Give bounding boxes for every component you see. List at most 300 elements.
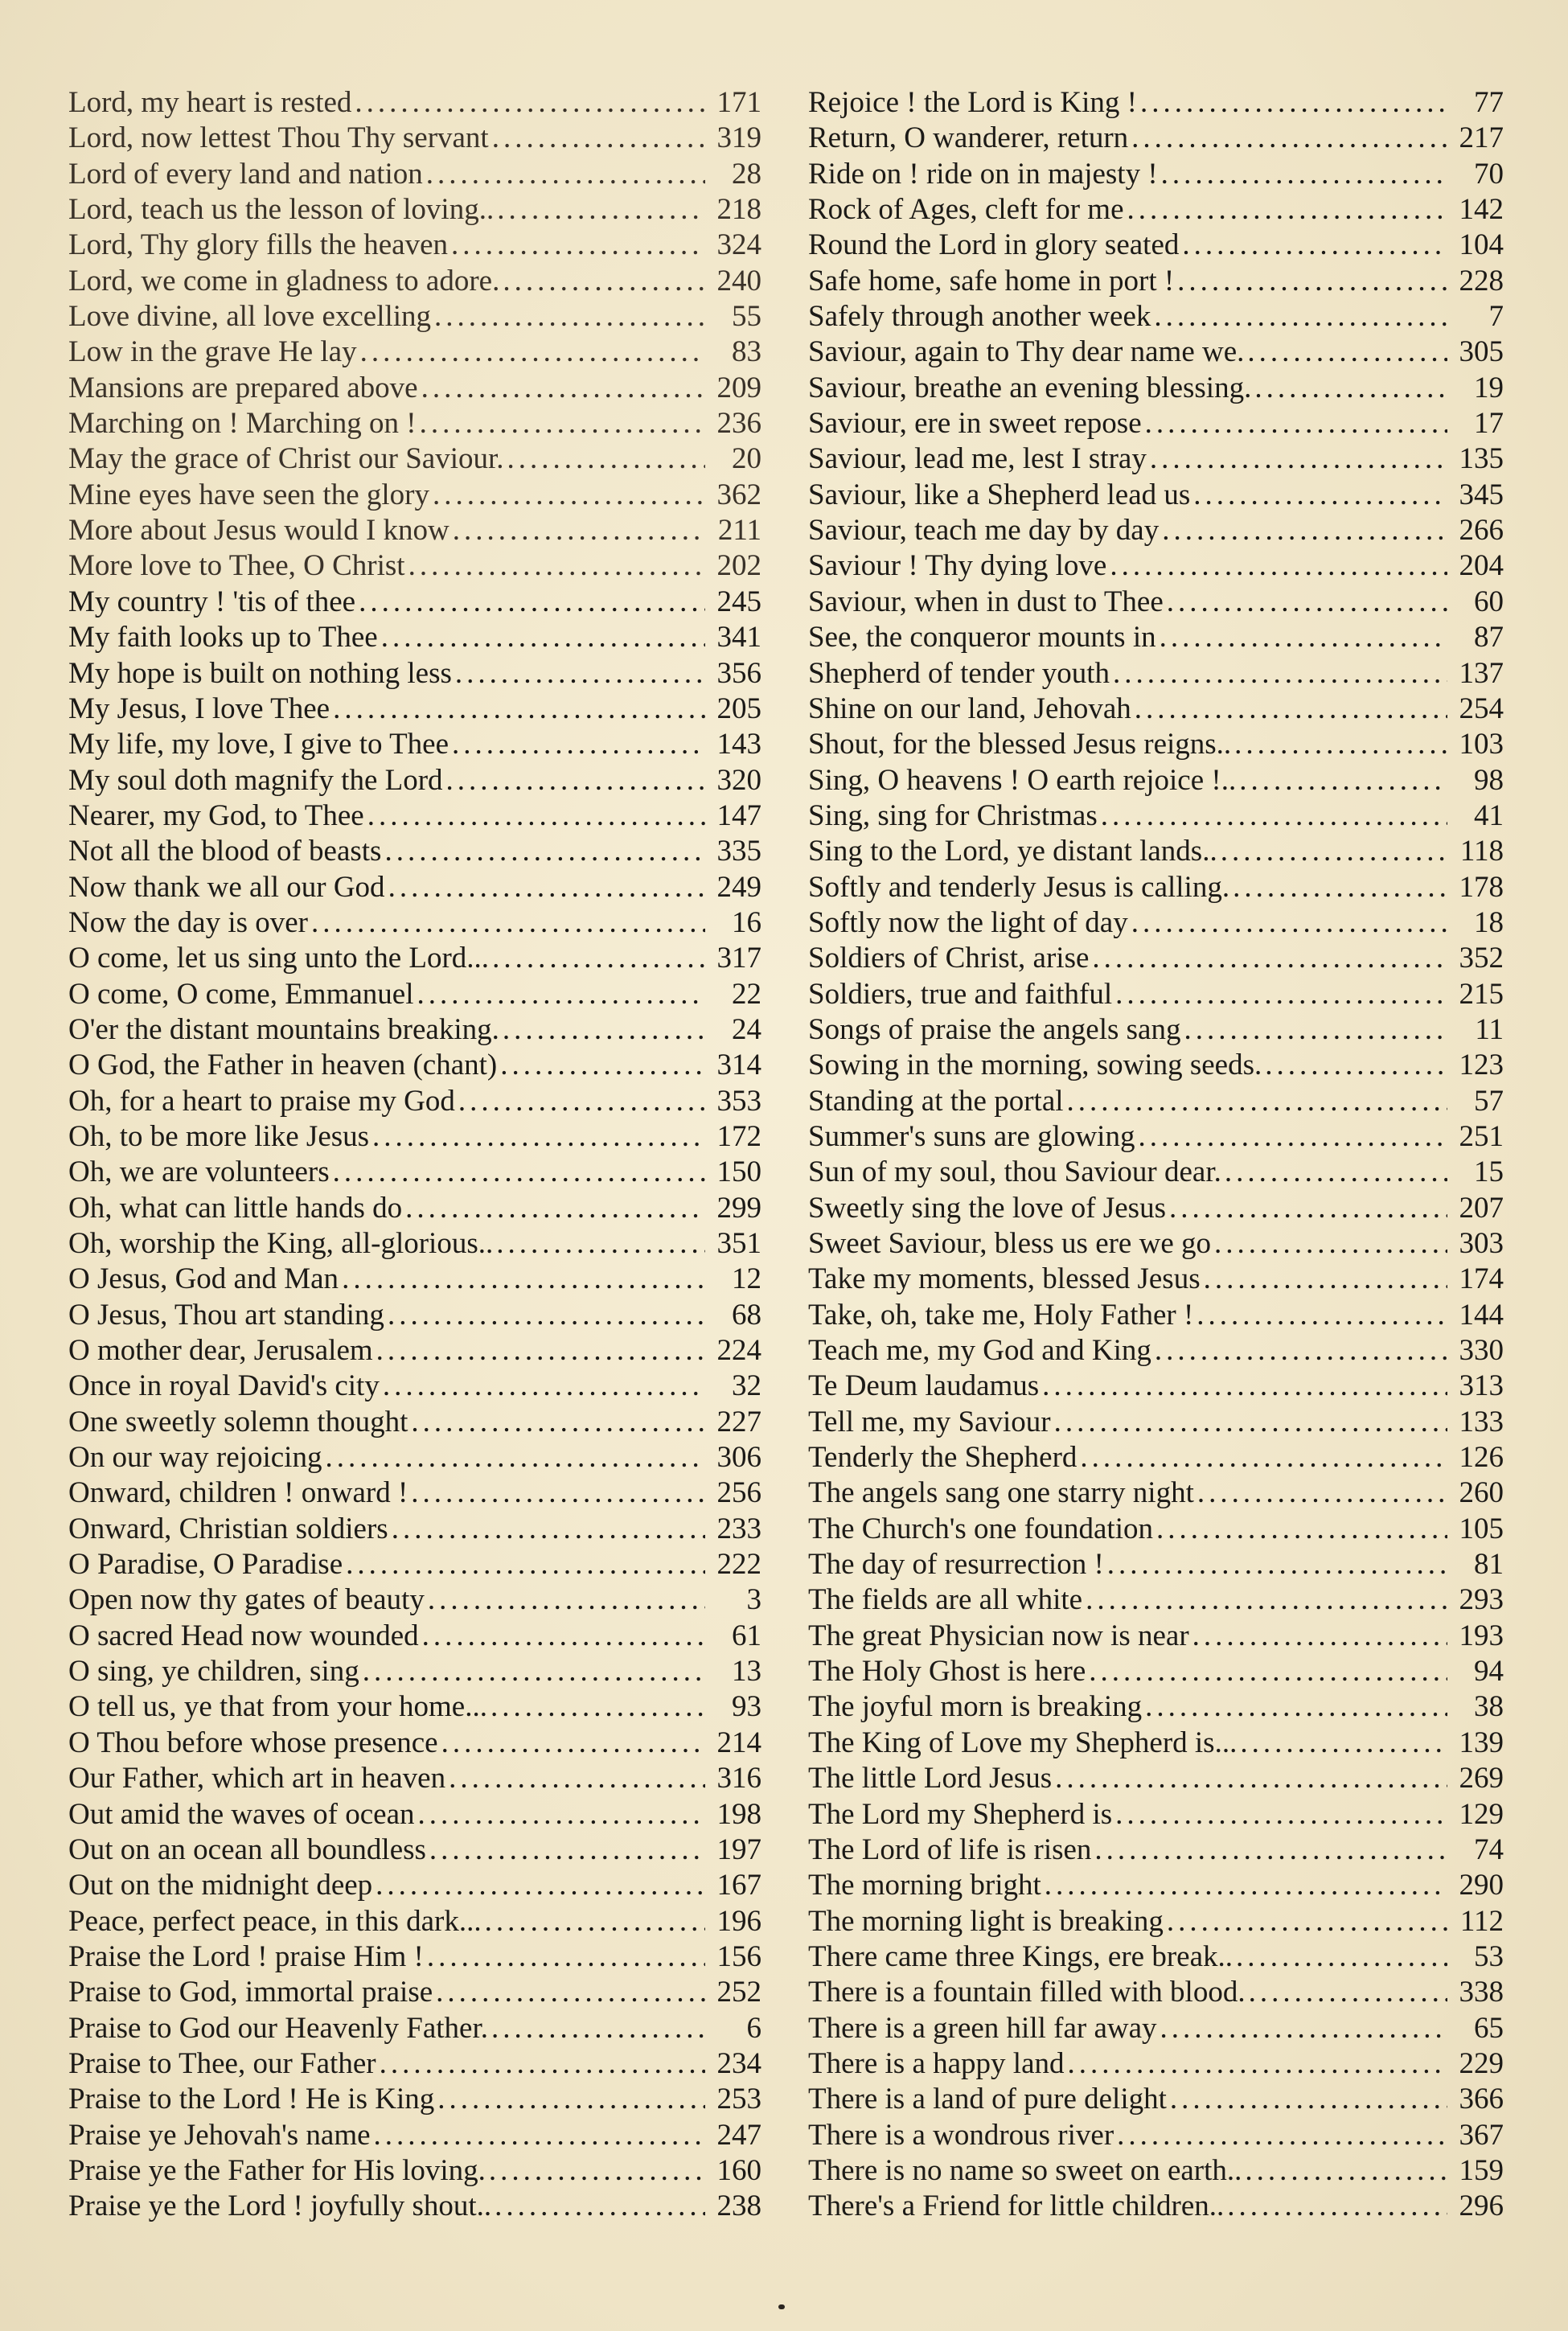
dot-leader xyxy=(359,585,705,620)
hymn-title: Mine eyes have seen the glory xyxy=(68,478,429,511)
hymn-number: 12 xyxy=(732,1262,761,1296)
hymn-title: Once in royal David's city xyxy=(68,1369,380,1403)
index-entry xyxy=(68,1726,761,1761)
hymn-number: 60 xyxy=(1474,585,1504,618)
dot-leader xyxy=(446,763,705,798)
dot-leader xyxy=(1225,1155,1447,1190)
hymn-title: Oh, we are volunteers xyxy=(68,1155,330,1189)
hymn-title: Rock of Ages, cleft for me xyxy=(808,193,1124,227)
hymn-number: 205 xyxy=(716,692,761,725)
right-index-column xyxy=(808,85,1504,2225)
hymn-title: O come, O come, Emmanuel xyxy=(68,977,414,1011)
dot-leader xyxy=(1167,585,1447,620)
dot-leader xyxy=(1160,2011,1447,2046)
index-entry xyxy=(68,1832,761,1868)
index-entry xyxy=(808,299,1504,334)
hymn-number: 296 xyxy=(1459,2189,1504,2223)
hymn-number: 147 xyxy=(716,798,761,832)
hymn-title: My country ! 'tis of thee xyxy=(68,585,356,618)
index-entry xyxy=(808,192,1504,228)
dot-leader xyxy=(1094,1832,1447,1868)
hymn-number: 227 xyxy=(716,1405,761,1438)
dot-leader xyxy=(441,1726,705,1761)
hymn-title: My soul doth magnify the Lord xyxy=(68,763,443,797)
index-entry xyxy=(68,1761,761,1796)
index-entry xyxy=(808,334,1504,370)
index-entry xyxy=(68,2046,761,2082)
index-entry xyxy=(808,941,1504,976)
dot-leader xyxy=(1192,1619,1447,1654)
hymn-title: May the grace of Christ our Saviour. xyxy=(68,442,504,476)
index-entry xyxy=(68,406,761,441)
hymn-title: O Thou before whose presence xyxy=(68,1726,438,1759)
hymn-number: 83 xyxy=(732,335,761,369)
hymn-title: O tell us, ye that from your home... xyxy=(68,1690,487,1724)
index-entry xyxy=(68,905,761,941)
hymn-title: There is no name so sweet on earth.. xyxy=(808,2153,1242,2187)
dot-leader xyxy=(363,1654,705,1689)
hymn-number: 351 xyxy=(716,1227,761,1260)
hymn-title: Standing at the portal xyxy=(808,1084,1064,1118)
index-entry xyxy=(68,1333,761,1369)
dot-leader xyxy=(1154,299,1447,334)
index-entry xyxy=(808,1191,1504,1226)
dot-leader xyxy=(453,513,705,548)
hymn-title: Saviour, again to Thy dear name we. xyxy=(808,335,1245,369)
index-entry xyxy=(808,371,1504,406)
dot-leader xyxy=(325,1440,705,1475)
index-entry xyxy=(808,1761,1504,1796)
hymn-number: 142 xyxy=(1459,193,1504,227)
hymn-title: Summer's suns are glowing xyxy=(808,1119,1135,1153)
dot-leader xyxy=(489,2153,705,2189)
dot-leader xyxy=(388,870,705,905)
hymn-number: 129 xyxy=(1459,1797,1504,1831)
dot-leader xyxy=(436,1975,705,2010)
dot-leader xyxy=(417,977,705,1012)
dot-leader xyxy=(485,1904,705,1939)
hymn-number: 314 xyxy=(716,1049,761,1082)
hymn-title: The Lord of life is risen xyxy=(808,1832,1092,1866)
dot-leader xyxy=(1131,121,1447,156)
hymn-title: Ride on ! ride on in majesty ! xyxy=(808,157,1158,191)
index-entry xyxy=(808,1726,1504,1761)
hymn-number: 77 xyxy=(1474,86,1504,119)
dot-leader xyxy=(426,157,705,192)
dot-leader xyxy=(405,1191,705,1226)
hymn-title: Oh, for a heart to praise my God xyxy=(68,1084,455,1118)
hymn-number: 345 xyxy=(1459,478,1504,511)
hymn-number: 197 xyxy=(716,1832,761,1866)
index-entry xyxy=(68,1084,761,1119)
hymn-title: Lord, now lettest Thou Thy servant xyxy=(68,121,489,155)
hymn-number: 93 xyxy=(732,1690,761,1724)
hymn-title: Saviour, like a Shepherd lead us xyxy=(808,478,1191,511)
hymn-number: 178 xyxy=(1459,870,1504,904)
hymn-title: Te Deum laudamus xyxy=(808,1369,1040,1403)
hymn-number: 234 xyxy=(716,2046,761,2080)
dot-leader xyxy=(408,548,705,584)
index-entry xyxy=(68,1619,761,1654)
hymn-title: O come, let us sing unto the Lord... xyxy=(68,942,490,975)
hymn-number: 171 xyxy=(716,86,761,119)
hymn-title: Lord of every land and nation xyxy=(68,157,423,191)
index-entry xyxy=(68,2082,761,2117)
hymn-number: 269 xyxy=(1459,1762,1504,1795)
hymn-title: Tenderly the Shepherd xyxy=(808,1441,1077,1475)
hymn-number: 61 xyxy=(732,1619,761,1652)
hymn-title: O'er the distant mountains breaking. xyxy=(68,1012,499,1046)
hymn-title: Sing, sing for Christmas xyxy=(808,798,1098,832)
index-entry xyxy=(808,2153,1504,2189)
hymn-title: Shine on our land, Jehovah xyxy=(808,692,1131,725)
hymn-number: 238 xyxy=(716,2189,761,2223)
index-entry xyxy=(68,798,761,834)
hymn-number: 362 xyxy=(716,478,761,511)
hymn-number: 13 xyxy=(732,1655,761,1689)
hymn-title: Sowing in the morning, sowing seeds. xyxy=(808,1049,1262,1082)
dot-leader xyxy=(1240,1726,1447,1761)
dot-leader xyxy=(1155,1333,1447,1369)
index-entry xyxy=(68,1369,761,1404)
index-entry xyxy=(808,1155,1504,1190)
index-entry xyxy=(808,548,1504,584)
hymn-number: 209 xyxy=(716,371,761,404)
hymn-title: My Jesus, I love Thee xyxy=(68,692,330,725)
hymn-title: Sun of my soul, thou Saviour dear. xyxy=(808,1155,1221,1189)
index-entry xyxy=(808,1084,1504,1119)
dot-leader xyxy=(1089,1654,1447,1689)
hymn-title: Out on an ocean all boundless xyxy=(68,1832,426,1866)
dot-leader xyxy=(1167,1904,1447,1939)
hymn-title: More about Jesus would I know xyxy=(68,514,449,548)
hymn-number: 193 xyxy=(1459,1619,1504,1652)
hymn-title: Return, O wanderer, return xyxy=(808,121,1129,155)
dot-leader xyxy=(1145,406,1447,441)
dot-leader xyxy=(1140,85,1447,121)
hymn-title: The joyful morn is breaking xyxy=(808,1690,1143,1724)
dot-leader xyxy=(1115,977,1447,1012)
hymn-number: 260 xyxy=(1459,1476,1504,1510)
hymn-title: Shout, for the blessed Jesus reigns.. xyxy=(808,728,1232,761)
index-entry xyxy=(68,941,761,976)
hymn-number: 330 xyxy=(1459,1334,1504,1368)
hymn-title: There came three Kings, ere break.. xyxy=(808,1939,1233,1973)
hymn-title: On our way rejoicing xyxy=(68,1441,322,1475)
index-entry xyxy=(68,727,761,762)
index-entry xyxy=(808,1904,1504,1939)
hymn-number: 222 xyxy=(716,1548,761,1582)
hymn-number: 143 xyxy=(716,728,761,761)
hymn-title: Take, oh, take me, Holy Father ! xyxy=(808,1298,1194,1332)
hymn-number: 22 xyxy=(732,977,761,1011)
hymn-number: 217 xyxy=(1459,121,1504,155)
hymn-number: 317 xyxy=(716,942,761,975)
hymn-title: There is a land of pure delight xyxy=(808,2083,1167,2116)
hymn-title: Saviour ! Thy dying love xyxy=(808,549,1107,583)
hymn-title: There is a green hill far away xyxy=(808,2011,1157,2045)
dot-leader xyxy=(1239,763,1447,798)
hymn-title: Soldiers, true and faithful xyxy=(808,977,1113,1011)
index-entry xyxy=(808,727,1504,762)
hymn-number: 224 xyxy=(716,1334,761,1368)
index-entry xyxy=(808,157,1504,192)
dot-leader xyxy=(1249,1975,1447,2010)
hymn-number: 55 xyxy=(732,300,761,334)
hymn-number: 74 xyxy=(1474,1832,1504,1866)
hymn-number: 103 xyxy=(1459,728,1504,761)
hymn-number: 11 xyxy=(1475,1012,1504,1046)
index-entry xyxy=(68,1155,761,1190)
dot-leader xyxy=(1254,371,1447,406)
index-entry xyxy=(808,406,1504,441)
hymn-number: 319 xyxy=(716,121,761,155)
hymn-number: 252 xyxy=(716,1976,761,2009)
index-entry xyxy=(808,1868,1504,1903)
hymn-title: Praise the Lord ! praise Him ! xyxy=(68,1939,424,1973)
hymn-title: Lord, teach us the lesson of loving.. xyxy=(68,193,495,227)
hymn-title: Lord, Thy glory fills the heaven xyxy=(68,228,448,262)
index-entry xyxy=(808,798,1504,834)
index-entry xyxy=(68,692,761,727)
hymn-number: 240 xyxy=(716,264,761,298)
hymn-number: 253 xyxy=(716,2083,761,2116)
hymn-title: The King of Love my Shepherd is... xyxy=(808,1726,1238,1759)
index-entry xyxy=(68,2118,761,2153)
hymn-title: My hope is built on nothing less xyxy=(68,656,452,690)
dot-leader xyxy=(1247,334,1447,370)
hymn-title: Praise ye Jehovah's name xyxy=(68,2118,371,2152)
hymn-title: The day of resurrection ! xyxy=(808,1548,1104,1582)
hymn-number: 118 xyxy=(1459,835,1504,868)
dot-leader xyxy=(422,1619,705,1654)
hymn-title: Nearer, my God, to Thee xyxy=(68,798,364,832)
index-entry xyxy=(808,264,1504,299)
hymn-number: 94 xyxy=(1474,1655,1504,1689)
dot-leader xyxy=(1042,1369,1447,1404)
hymn-title: Tell me, my Saviour xyxy=(808,1405,1051,1438)
hymn-title: Now thank we all our God xyxy=(68,870,385,904)
hymn-title: Round the Lord in glory seated xyxy=(808,228,1180,262)
dot-leader xyxy=(1170,2082,1447,2117)
index-entry xyxy=(808,1582,1504,1618)
dot-leader xyxy=(449,1761,705,1796)
dot-leader xyxy=(1156,1512,1447,1547)
dot-leader xyxy=(1117,2118,1447,2153)
hymn-number: 316 xyxy=(716,1762,761,1795)
index-entry xyxy=(68,1226,761,1262)
dot-leader xyxy=(503,1012,705,1048)
dot-leader xyxy=(1161,157,1447,192)
hymn-title: The Lord my Shepherd is xyxy=(808,1797,1113,1831)
hymn-title: Oh, to be more like Jesus xyxy=(68,1119,370,1153)
dot-leader xyxy=(491,1689,705,1725)
index-entry xyxy=(808,870,1504,905)
dot-leader xyxy=(1107,1547,1447,1582)
dot-leader xyxy=(1214,1226,1447,1262)
hymn-number: 202 xyxy=(716,549,761,583)
hymn-title: Praise ye the Lord ! joyfully shout.. xyxy=(68,2189,492,2223)
hymn-number: 137 xyxy=(1459,656,1504,690)
hymn-title: My life, my love, I give to Thee xyxy=(68,728,449,761)
hymn-title: Sweet Saviour, bless us ere we go xyxy=(808,1227,1211,1260)
dot-leader xyxy=(333,692,705,727)
hymn-title: Take my moments, blessed Jesus xyxy=(808,1262,1201,1296)
hymn-number: 367 xyxy=(1459,2118,1504,2152)
index-entry xyxy=(808,1547,1504,1582)
hymn-number: 299 xyxy=(716,1191,761,1225)
hymn-number: 6 xyxy=(746,2011,761,2045)
index-entry xyxy=(808,1475,1504,1511)
hymn-title: O mother dear, Jerusalem xyxy=(68,1334,373,1368)
left-index-column xyxy=(68,85,761,2225)
hymn-number: 160 xyxy=(716,2153,761,2187)
dot-leader xyxy=(1177,264,1447,299)
dot-leader xyxy=(1245,2153,1447,2189)
hymn-number: 211 xyxy=(717,514,761,548)
index-entry xyxy=(68,1797,761,1832)
dot-leader xyxy=(1234,727,1447,762)
index-entry xyxy=(68,548,761,584)
index-entry xyxy=(68,513,761,548)
index-entry xyxy=(68,1191,761,1226)
dot-leader xyxy=(429,1832,705,1868)
index-entry xyxy=(68,977,761,1012)
hymn-title: One sweetly solemn thought xyxy=(68,1405,408,1438)
hymn-number: 338 xyxy=(1459,1976,1504,2009)
hymn-title: Now the day is over xyxy=(68,905,308,939)
hymn-number: 139 xyxy=(1459,1726,1504,1759)
hymn-title: Praise to the Lord ! He is King xyxy=(68,2083,435,2116)
hymn-number: 65 xyxy=(1474,2011,1504,2045)
index-entry xyxy=(68,299,761,334)
index-entry xyxy=(68,1012,761,1048)
hymn-number: 98 xyxy=(1474,763,1504,797)
index-entry xyxy=(808,478,1504,513)
dot-leader xyxy=(1115,1797,1447,1832)
dot-leader xyxy=(1236,1939,1447,1975)
hymn-number: 32 xyxy=(732,1369,761,1403)
index-entry xyxy=(68,441,761,477)
index-entry xyxy=(808,1298,1504,1333)
hymn-number: 156 xyxy=(716,1939,761,1973)
hymn-title: Onward, children ! onward ! xyxy=(68,1476,408,1510)
index-entry xyxy=(68,1689,761,1725)
index-entry xyxy=(68,763,761,798)
hymn-number: 305 xyxy=(1459,335,1504,369)
dot-leader xyxy=(1092,941,1447,976)
hymn-title: See, the conqueror mounts in xyxy=(808,621,1156,655)
dot-leader xyxy=(452,727,705,762)
index-entry xyxy=(68,1904,761,1939)
index-entry xyxy=(68,371,761,406)
dot-leader xyxy=(1113,656,1447,692)
hymn-number: 266 xyxy=(1459,514,1504,548)
hymn-number: 144 xyxy=(1459,1298,1504,1332)
index-entry xyxy=(808,656,1504,692)
hymn-number: 38 xyxy=(1474,1690,1504,1724)
hymn-title: Out on the midnight deep xyxy=(68,1869,373,1902)
index-entry xyxy=(68,1654,761,1689)
hymn-title: Softly and tenderly Jesus is calling. xyxy=(808,870,1230,904)
hymn-number: 228 xyxy=(1459,264,1504,298)
dot-leader xyxy=(458,1084,705,1119)
dot-leader xyxy=(376,1868,705,1903)
hymn-number: 249 xyxy=(716,870,761,904)
index-entry xyxy=(68,1048,761,1083)
hymn-number: 335 xyxy=(716,835,761,868)
hymn-number: 3 xyxy=(746,1583,761,1617)
index-entry xyxy=(68,228,761,263)
dot-leader xyxy=(374,2118,705,2153)
index-entry xyxy=(808,1048,1504,1083)
index-entry xyxy=(68,334,761,370)
hymn-title: There is a wondrous river xyxy=(808,2118,1114,2152)
hymn-number: 247 xyxy=(716,2118,761,2152)
index-entry xyxy=(808,1440,1504,1475)
index-entry xyxy=(808,2118,1504,2153)
index-entry xyxy=(808,1619,1504,1654)
dot-leader xyxy=(1169,1191,1447,1226)
index-entry xyxy=(68,1582,761,1618)
dot-leader xyxy=(1055,1761,1447,1796)
index-entry xyxy=(68,656,761,692)
hymn-number: 104 xyxy=(1459,228,1504,262)
hymn-title: Safe home, safe home in port ! xyxy=(808,264,1175,298)
dot-leader xyxy=(380,2046,705,2082)
hymn-number: 341 xyxy=(716,621,761,655)
hymn-number: 233 xyxy=(716,1512,761,1545)
index-entry xyxy=(68,121,761,156)
index-entry xyxy=(808,1369,1504,1404)
hymn-number: 196 xyxy=(716,1904,761,1938)
hymn-number: 81 xyxy=(1474,1548,1504,1582)
hymn-title: Praise ye the Father for His loving. xyxy=(68,2153,486,2187)
index-entry xyxy=(68,2011,761,2046)
dot-leader xyxy=(497,192,705,228)
dot-leader xyxy=(372,1119,705,1155)
dot-leader xyxy=(451,228,705,263)
dot-leader xyxy=(1068,2046,1448,2082)
index-entry xyxy=(68,1512,761,1547)
hymn-title: Peace, perfect peace, in this dark... xyxy=(68,1904,482,1938)
hymn-title: O sacred Head now wounded xyxy=(68,1619,419,1652)
index-entry xyxy=(808,121,1504,156)
hymn-title: O Jesus, God and Man xyxy=(68,1262,339,1296)
dot-leader xyxy=(434,299,705,334)
hymn-title: O sing, ye children, sing xyxy=(68,1655,359,1689)
index-entry xyxy=(808,1939,1504,1975)
hymn-title: Lord, my heart is rested xyxy=(68,86,352,119)
dot-leader xyxy=(355,85,705,121)
hymn-number: 15 xyxy=(1474,1155,1504,1189)
index-entry xyxy=(68,2189,761,2224)
dot-leader xyxy=(384,834,705,869)
dot-leader xyxy=(1045,1868,1447,1903)
index-entry xyxy=(808,513,1504,548)
index-entry xyxy=(808,1512,1504,1547)
hymn-title: Marching on ! Marching on ! xyxy=(68,407,417,441)
hymn-title: Softly now the light of day xyxy=(808,905,1128,939)
dot-leader xyxy=(360,334,705,370)
hymn-number: 126 xyxy=(1459,1441,1504,1475)
hymn-title: Onward, Christian soldiers xyxy=(68,1512,388,1545)
index-entry xyxy=(68,157,761,192)
dot-leader xyxy=(507,441,705,477)
index-entry xyxy=(68,1119,761,1155)
hymn-number: 7 xyxy=(1488,300,1504,334)
hymn-title: Saviour, ere in sweet repose xyxy=(808,407,1142,441)
